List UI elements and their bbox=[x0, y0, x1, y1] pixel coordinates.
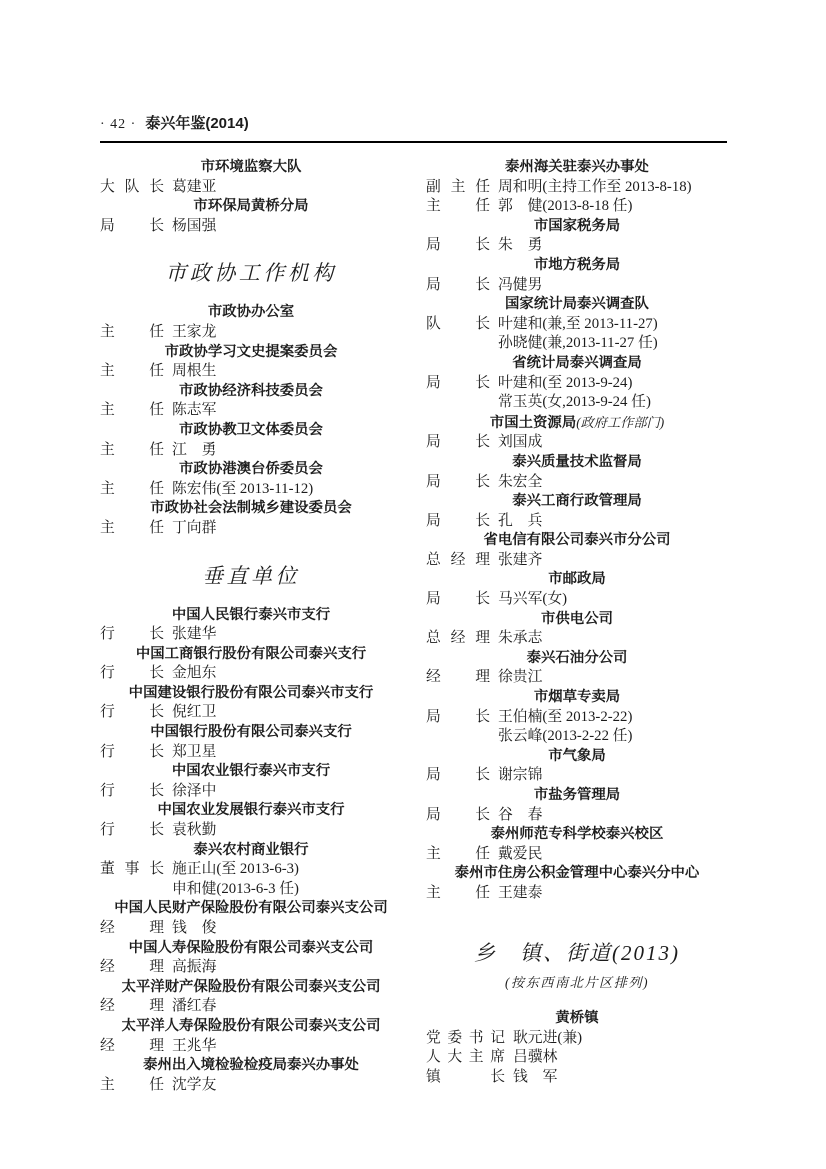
person-name: 周根生 bbox=[172, 363, 217, 380]
official-entry bbox=[426, 668, 728, 688]
role-label: 人大主席 bbox=[426, 1049, 505, 1066]
role-label: 董事长 bbox=[100, 861, 164, 878]
org-name: 泰州师范专科学校泰兴校区 bbox=[490, 826, 664, 843]
org-name: 市环保局黄桥分局 bbox=[193, 198, 309, 215]
org-heading bbox=[100, 197, 402, 217]
person-name: 戴爱民 bbox=[498, 845, 543, 862]
org-heading bbox=[100, 421, 402, 441]
person-name: 郑卫星 bbox=[172, 743, 217, 760]
org-heading bbox=[100, 606, 402, 626]
org-heading bbox=[100, 723, 402, 743]
official-entry bbox=[100, 217, 402, 237]
official-entry bbox=[426, 629, 728, 649]
person-name: 张建华 bbox=[172, 626, 217, 643]
person-name: 冯健男 bbox=[498, 276, 543, 293]
official-entry bbox=[100, 441, 402, 461]
org-heading bbox=[100, 841, 402, 861]
person-name: 申和健(2013-6-3 任) bbox=[172, 880, 299, 897]
page-header bbox=[100, 112, 727, 133]
official-entry bbox=[426, 1048, 728, 1068]
org-heading bbox=[100, 1017, 402, 1037]
person-name: 朱承志 bbox=[498, 630, 543, 647]
org-name: 市政协社会法制城乡建设委员会 bbox=[150, 500, 352, 517]
org-heading bbox=[100, 762, 402, 782]
official-entry bbox=[100, 480, 402, 500]
org-heading bbox=[100, 303, 402, 323]
role-label: 主任 bbox=[426, 884, 490, 901]
person-name: 陈宏伟(至 2013-11-12) bbox=[172, 480, 314, 497]
official-entry bbox=[100, 919, 402, 939]
org-heading bbox=[426, 864, 728, 884]
org-heading bbox=[100, 684, 402, 704]
left-column bbox=[100, 158, 402, 1095]
official-entry bbox=[100, 178, 402, 198]
official-entry bbox=[100, 1037, 402, 1057]
role-label: 局长 bbox=[426, 512, 490, 529]
role-label: 镇长 bbox=[426, 1068, 505, 1085]
official-entry-continuation bbox=[426, 727, 728, 747]
org-heading bbox=[426, 747, 728, 767]
role-label: 主任 bbox=[100, 363, 164, 380]
official-entry bbox=[426, 551, 728, 571]
person-name: 谢宗锦 bbox=[498, 767, 543, 784]
role-label: 总经理 bbox=[426, 551, 490, 568]
org-name: 市气象局 bbox=[548, 747, 606, 764]
role-label: 局长 bbox=[426, 434, 490, 451]
section-subtitle: (按东西南北片区排列) bbox=[505, 974, 649, 990]
official-entry bbox=[426, 276, 728, 296]
org-heading bbox=[426, 570, 728, 590]
org-heading bbox=[100, 978, 402, 998]
org-name: 泰州市住房公积金管理中心泰兴分中心 bbox=[454, 865, 700, 882]
org-name: 国家统计局泰兴调查队 bbox=[505, 296, 649, 313]
org-heading bbox=[426, 354, 728, 374]
role-label: 副主任 bbox=[426, 178, 490, 195]
role-label: 局长 bbox=[100, 217, 164, 234]
person-name: 王兆华 bbox=[172, 1037, 217, 1054]
org-name: 省统计局泰兴调查局 bbox=[512, 354, 642, 371]
person-name: 丁向群 bbox=[172, 519, 217, 536]
person-name: 潘红春 bbox=[172, 998, 217, 1015]
org-heading bbox=[426, 453, 728, 473]
person-name: 徐贵江 bbox=[498, 669, 543, 686]
org-name: 泰兴农村商业银行 bbox=[193, 841, 309, 858]
person-name: 陈志军 bbox=[172, 402, 217, 419]
org-name: 市政协港澳台侨委员会 bbox=[179, 461, 323, 478]
official-entry bbox=[100, 323, 402, 343]
person-name: 沈学友 bbox=[172, 1076, 217, 1093]
person-name: 江 勇 bbox=[172, 441, 217, 458]
org-name: 泰兴质量技术监督局 bbox=[512, 453, 642, 470]
org-name: 泰州出入境检验检疫局泰兴办事处 bbox=[143, 1057, 359, 1074]
person-name: 张建齐 bbox=[498, 551, 543, 568]
org-heading bbox=[100, 343, 402, 363]
org-heading bbox=[100, 645, 402, 665]
person-name: 王家龙 bbox=[172, 323, 217, 340]
org-heading bbox=[100, 382, 402, 402]
role-label: 局长 bbox=[426, 237, 490, 254]
org-heading bbox=[426, 649, 728, 669]
official-entry bbox=[426, 708, 728, 728]
org-name: 黄桥镇 bbox=[555, 1010, 599, 1027]
role-label: 总经理 bbox=[426, 630, 490, 647]
official-entry-continuation bbox=[426, 334, 728, 354]
org-heading bbox=[426, 256, 728, 276]
person-name: 张云峰(2013-2-22 任) bbox=[498, 728, 633, 745]
role-label: 行长 bbox=[100, 704, 164, 721]
header-rule bbox=[100, 141, 727, 143]
org-name: 中国农业发展银行泰兴市支行 bbox=[157, 802, 345, 819]
role-label: 局长 bbox=[426, 767, 490, 784]
official-entry bbox=[426, 197, 728, 217]
person-name: 谷 春 bbox=[498, 806, 543, 823]
role-label: 队长 bbox=[426, 315, 490, 332]
org-name: 中国人民财产保险股份有限公司泰兴支公司 bbox=[114, 900, 388, 917]
person-name: 金旭东 bbox=[172, 665, 217, 682]
person-name: 孙晓健(兼,2013-11-27 任) bbox=[498, 335, 658, 352]
org-name: 中国农业银行泰兴市支行 bbox=[171, 763, 331, 780]
org-name: 市国家税务局 bbox=[533, 217, 621, 234]
person-name: 倪红卫 bbox=[172, 704, 217, 721]
book-title: 泰兴年鉴(2014) bbox=[145, 115, 249, 132]
org-name: 市国土资源局 bbox=[489, 414, 577, 431]
official-entry bbox=[426, 236, 728, 256]
role-label: 主任 bbox=[100, 1076, 164, 1093]
org-heading bbox=[100, 801, 402, 821]
official-entry bbox=[100, 997, 402, 1017]
role-label: 大队长 bbox=[100, 178, 164, 195]
role-label: 经理 bbox=[100, 959, 164, 976]
org-name: 中国建设银行股份有限公司泰兴市支行 bbox=[128, 684, 374, 701]
role-label: 行长 bbox=[100, 822, 164, 839]
person-name: 耿元进(兼) bbox=[513, 1029, 583, 1046]
org-name: 太平洋财产保险股份有限公司泰兴支公司 bbox=[121, 978, 381, 995]
official-entry bbox=[100, 362, 402, 382]
official-entry bbox=[426, 845, 728, 865]
org-name: 市烟草专卖局 bbox=[533, 689, 621, 706]
role-label: 经理 bbox=[100, 998, 164, 1015]
role-label: 经理 bbox=[100, 920, 164, 936]
official-entry bbox=[426, 1068, 728, 1088]
org-heading bbox=[426, 492, 728, 512]
person-name: 孔 兵 bbox=[498, 512, 543, 529]
org-name: 中国人寿保险股份有限公司泰兴支公司 bbox=[128, 939, 374, 956]
org-name: 省电信有限公司泰兴市分公司 bbox=[483, 532, 671, 549]
role-label: 主任 bbox=[100, 402, 164, 419]
role-label: 经理 bbox=[100, 1037, 164, 1054]
org-heading bbox=[100, 939, 402, 959]
section-title: 市政协工作机构 bbox=[165, 261, 337, 286]
official-entry bbox=[100, 1076, 402, 1096]
official-entry bbox=[426, 473, 728, 493]
role-label: 局长 bbox=[426, 806, 490, 823]
role-label: 局长 bbox=[426, 591, 490, 608]
org-name: 泰兴石油分公司 bbox=[526, 649, 628, 666]
role-label: 主任 bbox=[100, 480, 164, 497]
org-name: 市盐务管理局 bbox=[533, 787, 621, 803]
official-entry bbox=[100, 703, 402, 723]
person-name: 袁秋勤 bbox=[172, 822, 217, 839]
role-label: 主任 bbox=[100, 323, 164, 340]
official-entry bbox=[426, 315, 728, 335]
content-columns bbox=[100, 158, 727, 1095]
person-name: 刘国成 bbox=[498, 434, 543, 451]
official-entry bbox=[426, 766, 728, 786]
official-entry bbox=[100, 664, 402, 684]
person-name: 葛建亚 bbox=[172, 178, 217, 195]
official-entry bbox=[100, 860, 402, 880]
person-name: 吕骥林 bbox=[513, 1049, 558, 1066]
official-entry bbox=[426, 1029, 728, 1049]
person-name: 施正山(至 2013-6-3) bbox=[172, 861, 299, 878]
official-entry bbox=[100, 401, 402, 421]
org-heading bbox=[100, 899, 402, 919]
org-name: 泰兴工商行政管理局 bbox=[512, 493, 642, 510]
person-name: 王伯楠(至 2013-2-22) bbox=[498, 708, 633, 725]
person-name: 常玉英(女,2013-9-24 任) bbox=[498, 394, 651, 411]
org-heading bbox=[100, 460, 402, 480]
role-label: 局长 bbox=[426, 708, 490, 725]
org-heading bbox=[426, 295, 728, 315]
role-label: 行长 bbox=[100, 782, 164, 799]
person-name: 钱 俊 bbox=[172, 920, 217, 936]
official-entry bbox=[100, 625, 402, 645]
official-entry bbox=[426, 433, 728, 453]
person-name: 马兴军(女) bbox=[498, 591, 568, 608]
section-title: 垂直单位 bbox=[202, 563, 300, 588]
page-number: · 42 · bbox=[100, 117, 137, 132]
official-entry bbox=[100, 519, 402, 539]
org-heading bbox=[426, 217, 728, 237]
role-label: 局长 bbox=[426, 374, 490, 391]
person-name: 徐泽中 bbox=[172, 782, 217, 799]
org-heading bbox=[426, 413, 728, 434]
org-name: 中国人民银行泰兴市支行 bbox=[171, 606, 331, 623]
person-name: 朱宏全 bbox=[498, 473, 543, 490]
person-name: 周和明(主持工作至 2013-8-18) bbox=[498, 178, 692, 195]
role-label: 行长 bbox=[100, 626, 164, 643]
org-name: 市环境监察大队 bbox=[200, 159, 302, 175]
role-label: 局长 bbox=[426, 473, 490, 490]
official-entry bbox=[100, 782, 402, 802]
official-entry-continuation bbox=[100, 880, 402, 900]
org-name: 市政协经济科技委员会 bbox=[179, 382, 323, 399]
official-entry bbox=[100, 958, 402, 978]
org-name: 太平洋人寿保险股份有限公司泰兴支公司 bbox=[121, 1017, 381, 1034]
org-name: 市地方税务局 bbox=[533, 256, 621, 273]
org-heading bbox=[100, 499, 402, 519]
official-entry bbox=[426, 178, 728, 198]
role-label: 经理 bbox=[426, 669, 490, 686]
person-name: 朱 勇 bbox=[498, 237, 543, 254]
org-name: 市邮政局 bbox=[548, 571, 606, 588]
org-heading bbox=[426, 825, 728, 845]
role-label: 行长 bbox=[100, 665, 164, 682]
person-name: 杨国强 bbox=[172, 217, 217, 234]
person-name: 叶建和(兼,至 2013-11-27) bbox=[498, 315, 658, 332]
org-heading bbox=[426, 610, 728, 630]
org-name: 中国银行股份有限公司泰兴支行 bbox=[150, 724, 352, 741]
official-entry bbox=[426, 374, 728, 394]
official-entry bbox=[426, 512, 728, 532]
role-label: 主任 bbox=[100, 441, 164, 458]
role-label: 主任 bbox=[426, 198, 490, 215]
official-entry bbox=[426, 806, 728, 826]
org-name: 市供电公司 bbox=[541, 610, 613, 627]
role-label: 主任 bbox=[100, 519, 164, 536]
official-entry bbox=[426, 590, 728, 610]
person-name: 高振海 bbox=[172, 959, 217, 976]
role-label: 主任 bbox=[426, 845, 490, 862]
org-name: 市政协学习文史提案委员会 bbox=[164, 343, 338, 360]
official-entry bbox=[100, 743, 402, 763]
person-name: 王建泰 bbox=[498, 884, 543, 901]
org-name: 泰州海关驻泰兴办事处 bbox=[505, 159, 649, 175]
org-heading bbox=[426, 786, 728, 806]
right-column bbox=[426, 158, 728, 1088]
person-name: 郭 健(2013-8-18 任) bbox=[498, 198, 633, 215]
section-title: 乡 镇、街道(2013) bbox=[474, 940, 680, 965]
person-name: 钱 军 bbox=[513, 1068, 558, 1085]
role-label: 行长 bbox=[100, 743, 164, 760]
org-name: 市政协教卫文体委员会 bbox=[179, 421, 323, 438]
org-heading bbox=[426, 1009, 728, 1029]
official-entry bbox=[426, 884, 728, 904]
org-heading bbox=[100, 1056, 402, 1076]
org-heading bbox=[426, 158, 728, 178]
person-name: 叶建和(至 2013-9-24) bbox=[498, 374, 633, 391]
official-entry bbox=[100, 821, 402, 841]
role-label: 党委书记 bbox=[426, 1029, 505, 1046]
org-heading bbox=[426, 688, 728, 708]
role-label: 局长 bbox=[426, 276, 490, 293]
org-name: 中国工商银行股份有限公司泰兴支行 bbox=[135, 645, 367, 662]
org-heading bbox=[426, 531, 728, 551]
org-heading bbox=[100, 158, 402, 178]
org-name: 市政协办公室 bbox=[207, 304, 295, 321]
org-heading-note: (政府工作部门) bbox=[576, 414, 665, 430]
official-entry-continuation bbox=[426, 393, 728, 413]
